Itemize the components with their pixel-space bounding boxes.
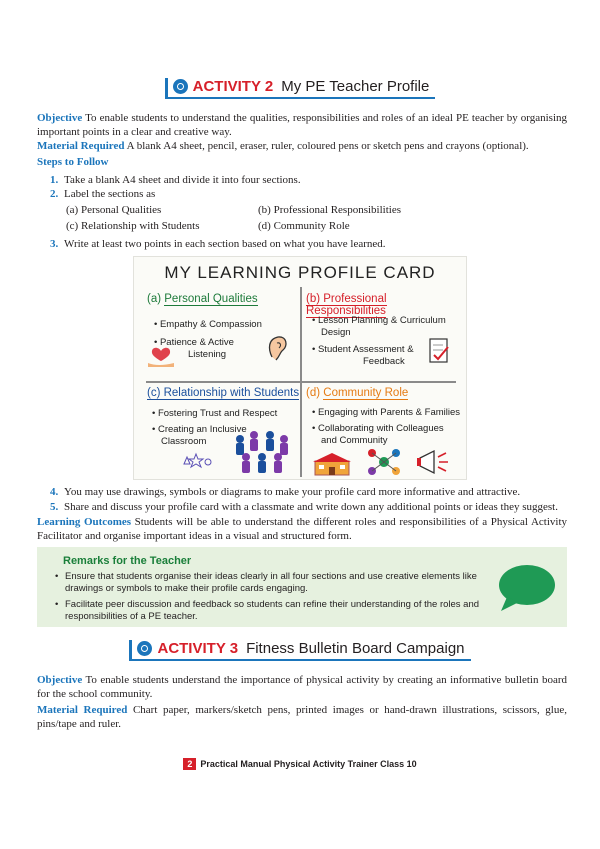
activity-2-header: [0, 78, 600, 99]
activity-3-material: [37, 703, 567, 731]
card-q1-item-2: • Patience & Active: [154, 337, 234, 348]
step-1: 1. Take a blank A4 sheet and divide it into four sections.: [50, 174, 301, 186]
material-text: A blank A4 sheet, pencil, eraser, ruler, coloured pens or sketch pens and crayons (optional).: [126, 140, 529, 152]
remarks-title: Remarks for the Teacher: [63, 555, 192, 567]
activity-2-badge: ACTIVITY 2: [192, 78, 274, 95]
section-d: (d) Community Role: [258, 220, 350, 232]
stars-doodle-icon: [178, 450, 222, 472]
objective-text: To enable students to understand the qualities, responsibilities and roles of an ideal PE teacher by organising important points in a clear and creative way.: [37, 112, 567, 138]
outcomes-label: Learning Outcomes: [37, 516, 132, 528]
section-b: (b) Professional Responsibilities: [258, 204, 401, 216]
remarks-box: [37, 547, 567, 627]
card-q3-heading: (c) Relationship with Students: [147, 387, 300, 399]
activity-2-badge-box: [165, 78, 436, 99]
activity-2-objective: [37, 111, 567, 139]
card-q2-heading: (b) Professional Responsibilities: [306, 293, 387, 317]
step-4: 4. You may use drawings, symbols or diagrams to make your profile card more informative and attractive.: [50, 486, 521, 498]
card-q1-heading: (a) Personal Qualities: [147, 293, 258, 305]
card-q4-item-1: • Engaging with Parents & Families: [312, 407, 461, 418]
outcomes-text: Students will be able to understand the different roles and responsibilities of a Physical Activity Facilitator and organise important ideas in a visual and structured form.: [37, 516, 568, 542]
heart-hand-icon: [146, 343, 176, 369]
material-label: Material Required: [37, 140, 125, 152]
card-q2-item-3: • Student Assessment &: [312, 344, 414, 355]
remark-item-2: • Facilitate peer discussion and feedback so students can refine their understanding of the roles and responsibilities of a PE teacher.: [65, 599, 480, 623]
objective-text: To enable students understand the importance of physical activity by creating an informative bulletin board for the school community.: [37, 674, 567, 700]
school-building-icon: [312, 451, 352, 477]
children-circle-icon: [228, 427, 296, 475]
ear-icon: [266, 333, 290, 365]
card-q2-item-4: Feedback: [363, 356, 405, 367]
footer-title: Practical Manual Physical Activity Trainer Class 10: [200, 759, 417, 769]
activity-3-title: Fitness Bulletin Board Campaign: [246, 640, 465, 657]
objective-label: Objective: [37, 112, 83, 124]
card-q2-item-1: • Lesson Planning & Curriculum: [312, 315, 446, 326]
target-icon: [173, 79, 188, 94]
checklist-icon: [427, 337, 451, 365]
objective-label: Objective: [37, 674, 83, 686]
card-q1-item-3: Listening: [188, 349, 227, 360]
section-c: (c) Relationship with Students: [66, 220, 200, 232]
card-title: MY LEARNING PROFILE CARD: [164, 263, 436, 282]
steps-heading: Steps to Follow: [37, 156, 109, 168]
material-label: Material Required: [37, 704, 128, 716]
target-icon: [137, 641, 152, 656]
card-q3-item-2: • Creating an Inclusive: [152, 424, 247, 435]
card-q4-heading: (d) Community Role: [306, 387, 409, 399]
card-q4-item-2: • Collaborating with Colleagues: [312, 423, 444, 434]
activity-3-header: [0, 640, 600, 661]
material-text: Chart paper, markers/sketch pens, printed images or hand-drawn illustrations, scissors, glue, pins/tape and ruler.: [37, 704, 567, 730]
activity-3-objective: [37, 673, 567, 701]
page-number: 2: [183, 758, 196, 770]
card-q4-item-3: and Community: [321, 435, 388, 446]
step-2: 2. Label the sections as: [50, 188, 156, 200]
step-5: 5. Share and discuss your profile card with a classmate and write down any additional points or ideas they suggest.: [50, 501, 558, 513]
megaphone-icon: [416, 447, 450, 477]
step-3: 3. Write at least two points in each section based on what you have learned.: [50, 238, 386, 250]
learning-profile-card: [133, 256, 467, 480]
speech-bubble-icon: [495, 561, 557, 615]
activity-3-badge-box: [129, 640, 470, 661]
card-q2-item-2: Design: [321, 327, 351, 338]
card-q3-item-1: • Fostering Trust and Respect: [152, 408, 278, 419]
card-q3-item-3: Classroom: [161, 436, 207, 447]
card-divider-horizontal: [146, 381, 456, 383]
section-a: (a) Personal Qualities: [66, 204, 162, 216]
learning-outcomes: [37, 515, 567, 543]
remark-item-1: • Ensure that students organise their ideas clearly in all four sections and use creative elements like drawings or symbols to make their profile cards engaging.: [65, 571, 480, 595]
network-people-icon: [366, 447, 402, 477]
page-footer: [0, 758, 600, 770]
activity-2-title: My PE Teacher Profile: [281, 78, 430, 95]
activity-2-material: [37, 139, 567, 153]
activity-3-badge: ACTIVITY 3: [157, 640, 239, 657]
card-q1-item-1: • Empathy & Compassion: [154, 319, 262, 330]
